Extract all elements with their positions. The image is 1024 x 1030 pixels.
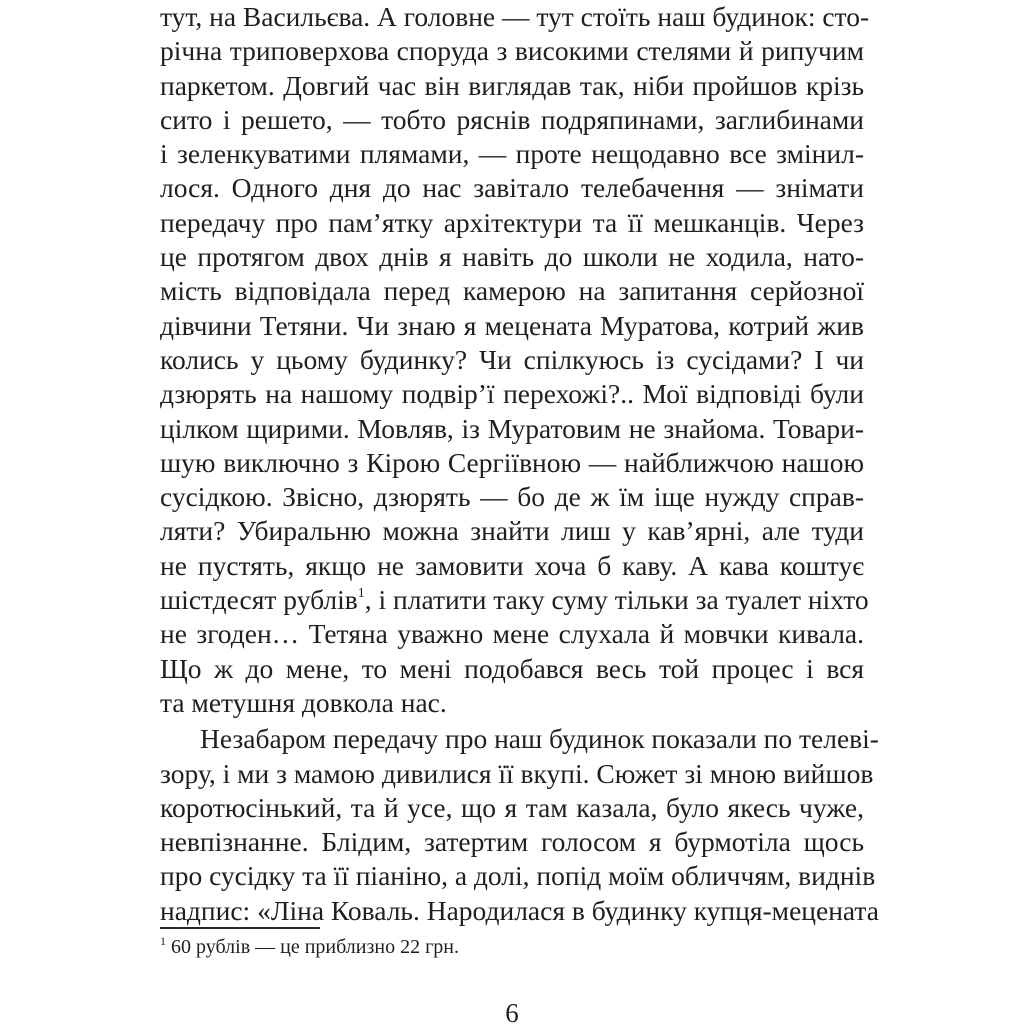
text-line: цілком щирими. Мовляв, із Муратовим не знайома. Товари-	[160, 412, 864, 444]
text-line: лося. Одного дня до нас завітало телебачення — знімати	[160, 172, 864, 204]
text-line: сито і решето, — тобто ряснів подряпинами, заглибинами	[160, 103, 864, 135]
text-line: і зеленкуватими плямами, — проте нещодавно все змінил-	[160, 138, 864, 170]
text-fragment: , і платити таку суму тільки за туалет ніхто	[364, 584, 869, 616]
text-line: передачу про пам’ятку архітектури та її мешканців. Через	[160, 206, 864, 238]
footnote	[160, 933, 459, 961]
text-line: паркетом. Довгий час він виглядав так, ніби пройшов крізь	[160, 69, 864, 101]
footnote-marker: 1	[160, 934, 166, 948]
text-fragment: шістдесят рублів	[160, 584, 358, 616]
text-line: річна триповерхова споруда з високими стелями й рипучим	[160, 35, 864, 67]
text-line: це протягом двох днів я навіть до школи не ходила, нато-	[160, 241, 864, 273]
text-line: про сусідку та її піаніно, а долі, попід моїм обличчям, виднів	[160, 860, 876, 892]
page-number: 6	[505, 998, 519, 1028]
text-line: ляти? Убиральню можна знайти лиш у кав’ярні, але туди	[160, 515, 864, 547]
text-line: та метушня довкола нас.	[160, 686, 447, 718]
text-line: Незабаром передачу про наш будинок показали по телеві-	[200, 723, 879, 755]
text-line: колись у цьому будинку? Чи спілкуюсь із сусідами? І чи	[160, 343, 864, 375]
page-body	[160, 0, 879, 928]
text-line: шую виключно з Кірою Сергіївною — найближчою нашою	[160, 446, 864, 478]
footnote-reference: 1	[357, 586, 365, 602]
footnote-divider	[160, 927, 320, 929]
text-line: невпізнанне. Блідим, затертим голосом я бурмотіла щось	[160, 826, 864, 858]
text-line: сусідкою. Звісно, дзюрять — бо де ж їм іще нужду справ-	[160, 481, 864, 513]
text-line: коротюсінький, та й усе, що я там казала, було якесь чуже,	[160, 791, 864, 823]
text-line: дзюрять на нашому подвір’ї перехожі?.. Мої відповіді були	[160, 378, 864, 410]
text-line: мість відповідала перед камерою на запитання серйозної	[160, 275, 864, 307]
text-line-with-footnote	[160, 583, 869, 617]
footnote-text: 60 рублів — це приблизно 22 грн.	[171, 936, 459, 958]
text-line: зору, і ми з мамою дивилися її вкупі. Сюжет зі мною вийшов	[160, 757, 874, 789]
text-line: дівчини Тетяни. Чи знаю я мецената Муратова, котрий жив	[160, 309, 864, 341]
text-line: надпис: «Ліна Коваль. Народилася в будинку купця-мецената	[160, 894, 879, 926]
text-line: не пустять, якщо не замовити хоча б каву. А кава коштує	[160, 549, 864, 581]
text-line: тут, на Васильєва. А головне — тут стоїть наш будинок: сто-	[160, 1, 870, 32]
text-line: Що ж до мене, то мені подобався весь той процес і вся	[160, 652, 864, 684]
text-line: не згоден… Тетяна уважно мене слухала й мовчки кивала.	[160, 618, 864, 650]
